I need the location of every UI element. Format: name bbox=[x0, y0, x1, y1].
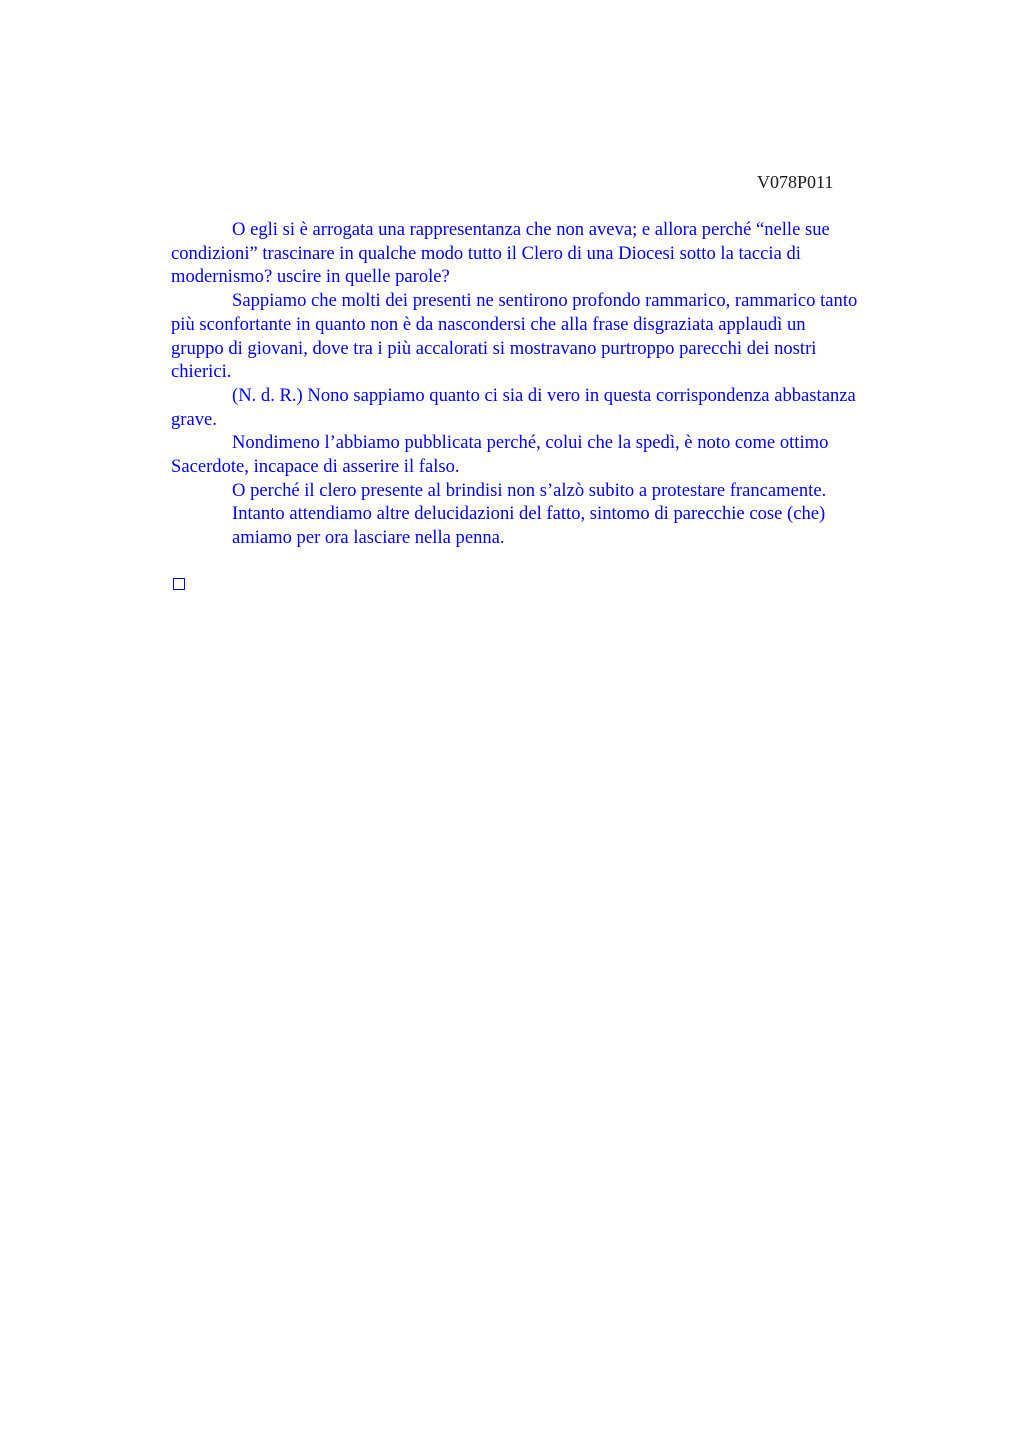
text-line: Intanto attendiamo altre delucidazioni del fatto, sintomo di parecchie cose (che) bbox=[232, 503, 826, 525]
text-line: chierici. bbox=[171, 361, 232, 383]
text-line: condizioni” trascinare in qualche modo tutto il Clero di una Diocesi sotto la taccia di bbox=[171, 242, 801, 264]
text-line: Nondimeno l’abbiamo pubblicata perché, colui che la spedì, è noto come ottimo bbox=[232, 432, 829, 454]
text-line: modernismo? uscire in quelle parole? bbox=[171, 266, 450, 288]
paragraph-1 bbox=[171, 218, 931, 289]
text-line: Sacerdote, incapace di asserire il falso. bbox=[171, 456, 460, 478]
text-line: (N. d. R.) Nono sappiamo quanto ci sia di vero in questa corrispondenza abbastanza bbox=[232, 384, 856, 406]
text-line: amiamo per ora lasciare nella penna. bbox=[232, 527, 505, 549]
text-line: grave. bbox=[171, 408, 217, 430]
document-body bbox=[171, 218, 931, 550]
square-outline-icon bbox=[173, 578, 185, 590]
paragraph-4 bbox=[171, 431, 931, 478]
text-line: più sconfortante in quanto non è da nascondersi che alla frase disgraziata applaudì un bbox=[171, 313, 806, 335]
text-line: O egli si è arrogata una rappresentanza che non aveva; e allora perché “nelle sue bbox=[232, 219, 830, 240]
page-code: V078P011 bbox=[757, 172, 834, 192]
paragraph-6 bbox=[171, 502, 931, 549]
text-line: gruppo di giovani, dove tra i più accalorati si mostravano purtroppo parecchi dei nostri bbox=[171, 337, 817, 359]
paragraph-3 bbox=[171, 384, 931, 431]
paragraph-5 bbox=[171, 479, 931, 503]
text-line: O perché il clero presente al brindisi non s’alzò subito a protestare francamente. bbox=[232, 479, 827, 501]
text-line: Sappiamo che molti dei presenti ne sentirono profondo rammarico, rammarico tanto bbox=[232, 290, 858, 312]
paragraph-2 bbox=[171, 289, 931, 384]
